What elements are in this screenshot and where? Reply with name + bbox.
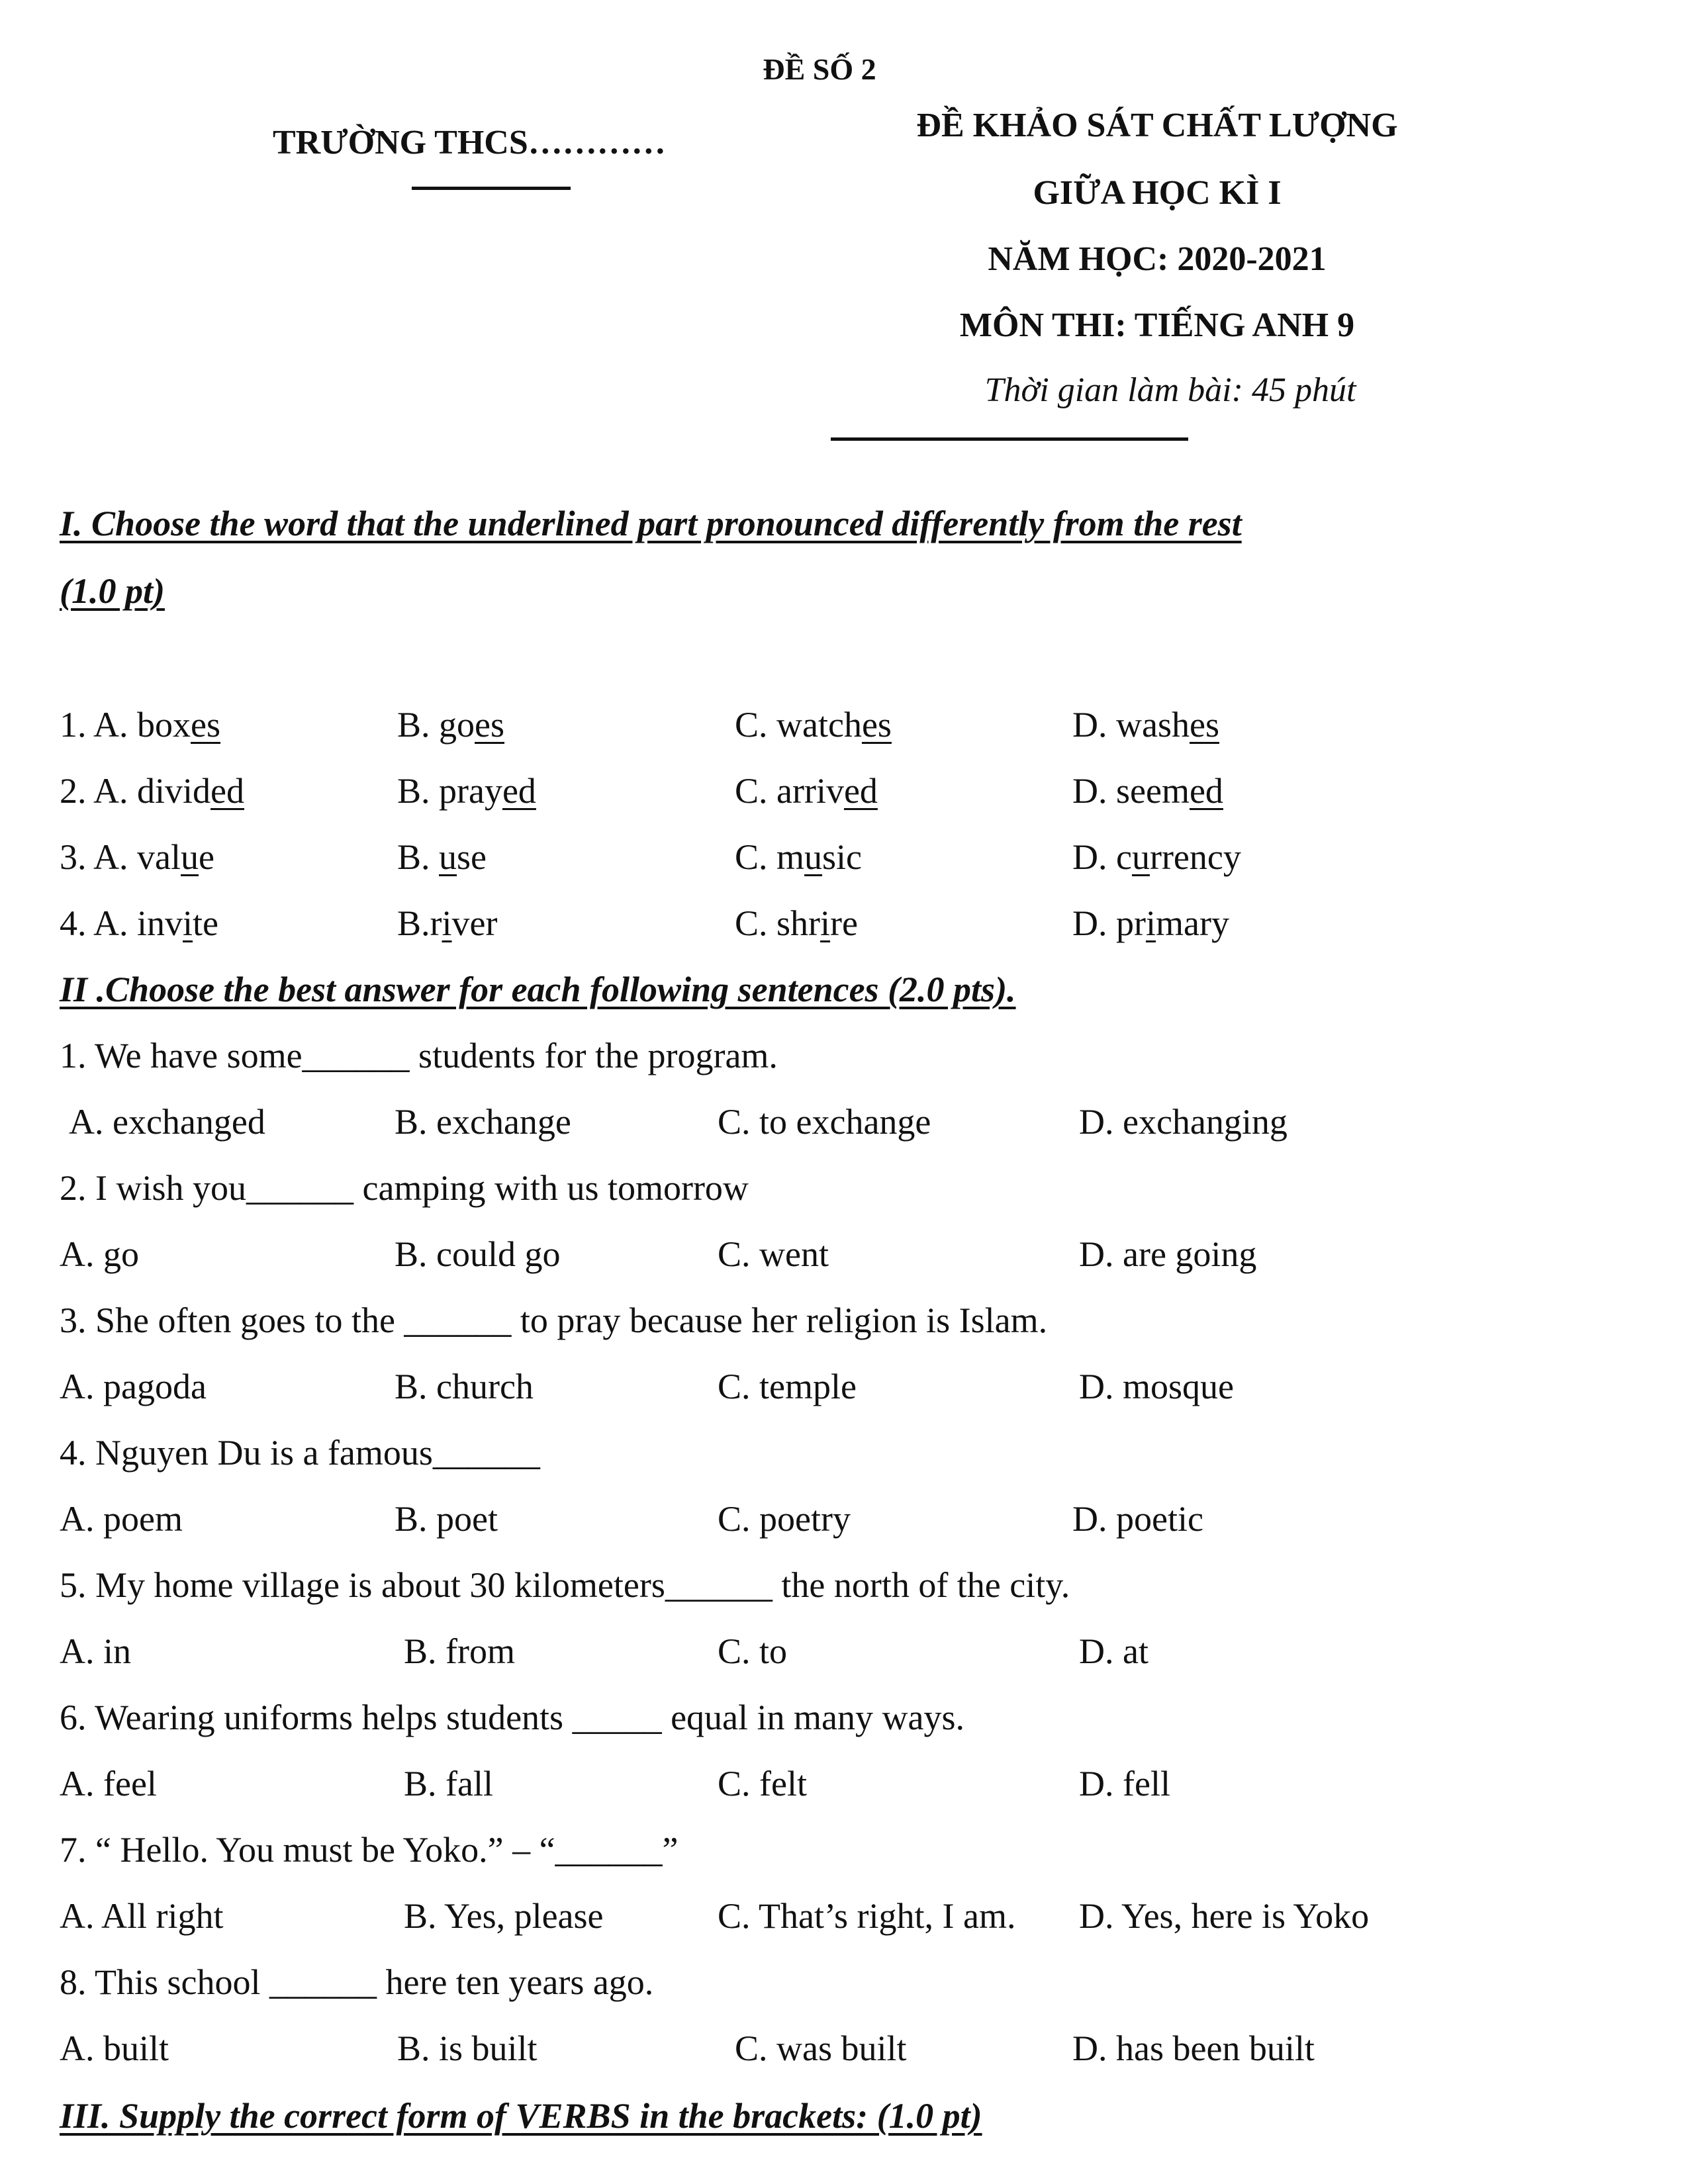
school-year: NĂM HỌC: 2020-2021 (988, 240, 1327, 278)
question-5-options (0, 1631, 1688, 1677)
exam-term: GIỮA HỌC KÌ I (1033, 174, 1282, 212)
section-1-title: I. Choose the word that the underlined part pronounced differently from the rest (60, 504, 1242, 543)
option-b: B. church (395, 1367, 534, 1406)
section-2-title: II .Choose the best answer for each following sentences (2.0 pts). (60, 970, 1016, 1009)
question-8-options (0, 2028, 1688, 2074)
option-c: C. arrived (735, 771, 878, 811)
option-d: D. poetic (1072, 1499, 1203, 1539)
option-c: C. shrire (735, 903, 858, 943)
option-c: C. to (718, 1631, 788, 1671)
question-6-stem: 6. Wearing uniforms helps students _____ equal in many ways. (60, 1698, 964, 1737)
option-d: D. are going (1079, 1234, 1257, 1274)
option-c: C. watches (735, 705, 892, 745)
exam-number: ĐỀ SỐ 2 (763, 52, 876, 86)
option-b: B. prayed (397, 771, 536, 811)
option-c: C. music (735, 837, 863, 877)
option-b: B. poet (395, 1499, 498, 1539)
option-a: A. poem (60, 1499, 183, 1539)
option-c: C. went (718, 1234, 829, 1274)
question-8-stem: 8. This school ______ here ten years ago. (60, 1962, 654, 2002)
question-3-stem: 3. She often goes to the ______ to pray because her religion is Islam. (60, 1300, 1048, 1340)
option-a: 1. A. boxes (60, 705, 221, 745)
option-d: D. seemed (1072, 771, 1223, 811)
option-a: A. feel (60, 1764, 157, 1803)
option-b: B. could go (395, 1234, 561, 1274)
option-c: C. to exchange (718, 1102, 931, 1142)
subject: MÔN THI: TIẾNG ANH 9 (959, 306, 1355, 344)
question-4-stem: 4. Nguyen Du is a famous______ (60, 1433, 540, 1473)
pronunciation-question-2 (0, 770, 1688, 817)
section-1-points: (1.0 pt) (60, 571, 165, 611)
question-4-options (0, 1498, 1688, 1545)
option-b: B. exchange (395, 1102, 571, 1142)
option-a: A. pagoda (60, 1367, 207, 1406)
exam-duration: Thời gian làm bài: 45 phút (984, 371, 1356, 409)
option-a: A. in (60, 1631, 131, 1671)
option-a: A. All right (60, 1896, 224, 1936)
option-d: D. washes (1072, 705, 1219, 745)
question-2-stem: 2. I wish you______ camping with us tomorrow (60, 1168, 749, 1208)
exam-title: ĐỀ KHẢO SÁT CHẤT LƯỢNG (916, 107, 1398, 144)
option-a: 4. A. invite (60, 903, 219, 943)
option-b: B. use (397, 837, 487, 877)
question-7-options (0, 1895, 1688, 1942)
school-name: TRƯỜNG THCS………… (273, 124, 666, 161)
option-c: C. poetry (718, 1499, 851, 1539)
option-c: C. That’s right, I am. (718, 1896, 1016, 1936)
question-7-stem: 7. “ Hello. You must be Yoko.” – “______” (60, 1830, 679, 1870)
pronunciation-question-1 (0, 704, 1688, 751)
option-d: D. mosque (1079, 1367, 1234, 1406)
option-a: 3. A. value (60, 837, 214, 877)
option-b: B.river (397, 903, 498, 943)
school-divider (412, 187, 571, 190)
option-d: D. primary (1072, 903, 1229, 943)
question-1-options (0, 1101, 1688, 1148)
question-1-stem: 1. We have some______ students for the program. (60, 1036, 778, 1075)
option-d: D. Yes, here is Yoko (1079, 1896, 1370, 1936)
option-c: C. felt (718, 1764, 807, 1803)
option-d: D. currency (1072, 837, 1241, 877)
title-divider (831, 437, 1188, 441)
option-b: B. is built (397, 2028, 538, 2068)
question-3-options (0, 1366, 1688, 1412)
question-5-stem: 5. My home village is about 30 kilometers______ the north of the city. (60, 1565, 1070, 1605)
question-6-options (0, 1763, 1688, 1809)
option-b: B. fall (404, 1764, 493, 1803)
option-b: B. goes (397, 705, 505, 745)
question-2-options (0, 1234, 1688, 1280)
option-d: D. fell (1079, 1764, 1170, 1803)
option-a: 2. A. divided (60, 771, 244, 811)
option-a: A. built (60, 2028, 169, 2068)
option-d: D. exchanging (1079, 1102, 1288, 1142)
option-c: C. was built (735, 2028, 907, 2068)
option-d: D. at (1079, 1631, 1149, 1671)
option-a: A. exchanged (69, 1102, 265, 1142)
section-3-title: III. Supply the correct form of VERBS in the brackets: (1.0 pt) (60, 2096, 982, 2136)
option-a: A. go (60, 1234, 139, 1274)
option-c: C. temple (718, 1367, 857, 1406)
option-d: D. has been built (1072, 2028, 1315, 2068)
pronunciation-question-4 (0, 903, 1688, 949)
option-b: B. from (404, 1631, 515, 1671)
pronunciation-question-3 (0, 837, 1688, 883)
option-b: B. Yes, please (404, 1896, 604, 1936)
